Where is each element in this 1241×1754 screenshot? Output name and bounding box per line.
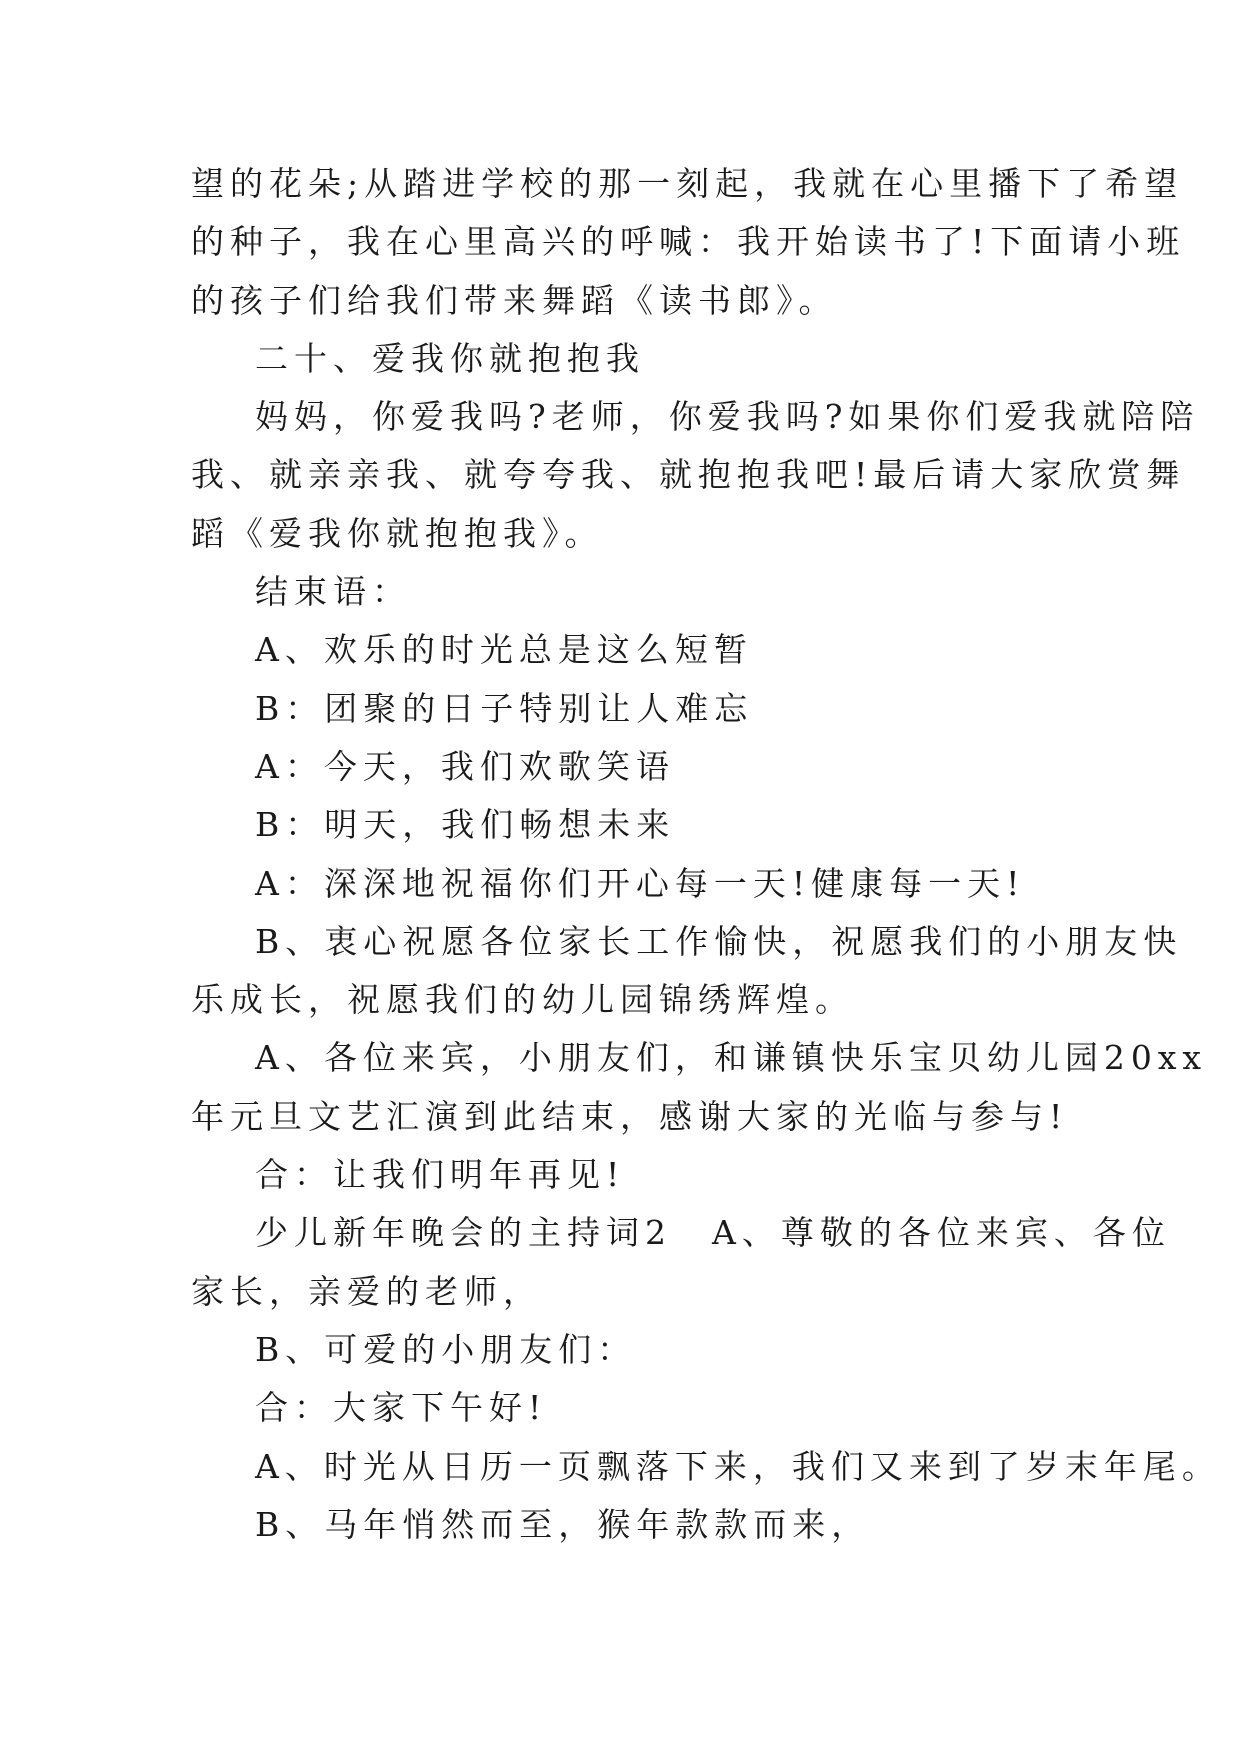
section-heading: 结束语： <box>255 572 411 612</box>
section-title: 少儿新年晚会的主持词2 <box>255 1213 672 1253</box>
text-line: B：明天，我们畅想未来 <box>255 805 676 845</box>
section-heading: 二十、爱我你就抱抱我 <box>255 338 645 378</box>
text-line: A、各位来宾，小朋友们，和谦镇快乐宝贝幼儿园20xx <box>255 1038 1208 1078</box>
text-line <box>191 1204 1171 1262</box>
document-body <box>191 155 1221 1554</box>
text-line: 年元旦文艺汇演到此结束，感谢大家的光临与参与! <box>191 1096 1069 1136</box>
text-line: 我、就亲亲我、就夸夸我、就抱抱我吧!最后请大家欣赏舞 <box>191 455 1186 495</box>
text-line: 合：大家下午好! <box>255 1388 548 1428</box>
text-line: A：今天，我们欢歌笑语 <box>255 746 675 786</box>
text-line: 妈妈，你爱我吗?老师，你爱我吗?如果你们爱我就陪陪 <box>255 397 1200 437</box>
text-line: 家长，亲爱的老师， <box>191 1271 542 1311</box>
text-line: 的种子，我在心里高兴的呼喊：我开始读书了!下面请小班 <box>191 222 1186 262</box>
text-line: B、马年悄然而至，猴年款款而来， <box>255 1504 871 1544</box>
text-line: 的孩子们给我们带来舞蹈《读书郎》。 <box>191 280 838 320</box>
text-line: B、衷心祝愿各位家长工作愉快，祝愿我们的小朋友快 <box>255 921 1183 961</box>
text-line: B、可爱的小朋友们： <box>255 1329 637 1369</box>
text-line: A、时光从日历一页飘落下来，我们又来到了岁末年尾。 <box>255 1446 1221 1486</box>
text-line: 合：让我们明年再见! <box>255 1155 626 1195</box>
text-line: A、欢乐的时光总是这么短暂 <box>255 630 753 670</box>
text-line: 乐成长，祝愿我们的幼儿园锦绣辉煌。 <box>191 980 854 1020</box>
text-line: B：团聚的日子特别让人难忘 <box>255 688 754 728</box>
text-line: A：深深地祝福你们开心每一天!健康每一天! <box>255 863 1026 903</box>
text-fragment: A、尊敬的各位来宾、各位 <box>712 1213 1171 1253</box>
text-line: 望的花朵;从踏进学校的那一刻起，我就在心里播下了希望 <box>191 164 1184 203</box>
text-line: 蹈《爱我你就抱抱我》。 <box>191 513 604 553</box>
